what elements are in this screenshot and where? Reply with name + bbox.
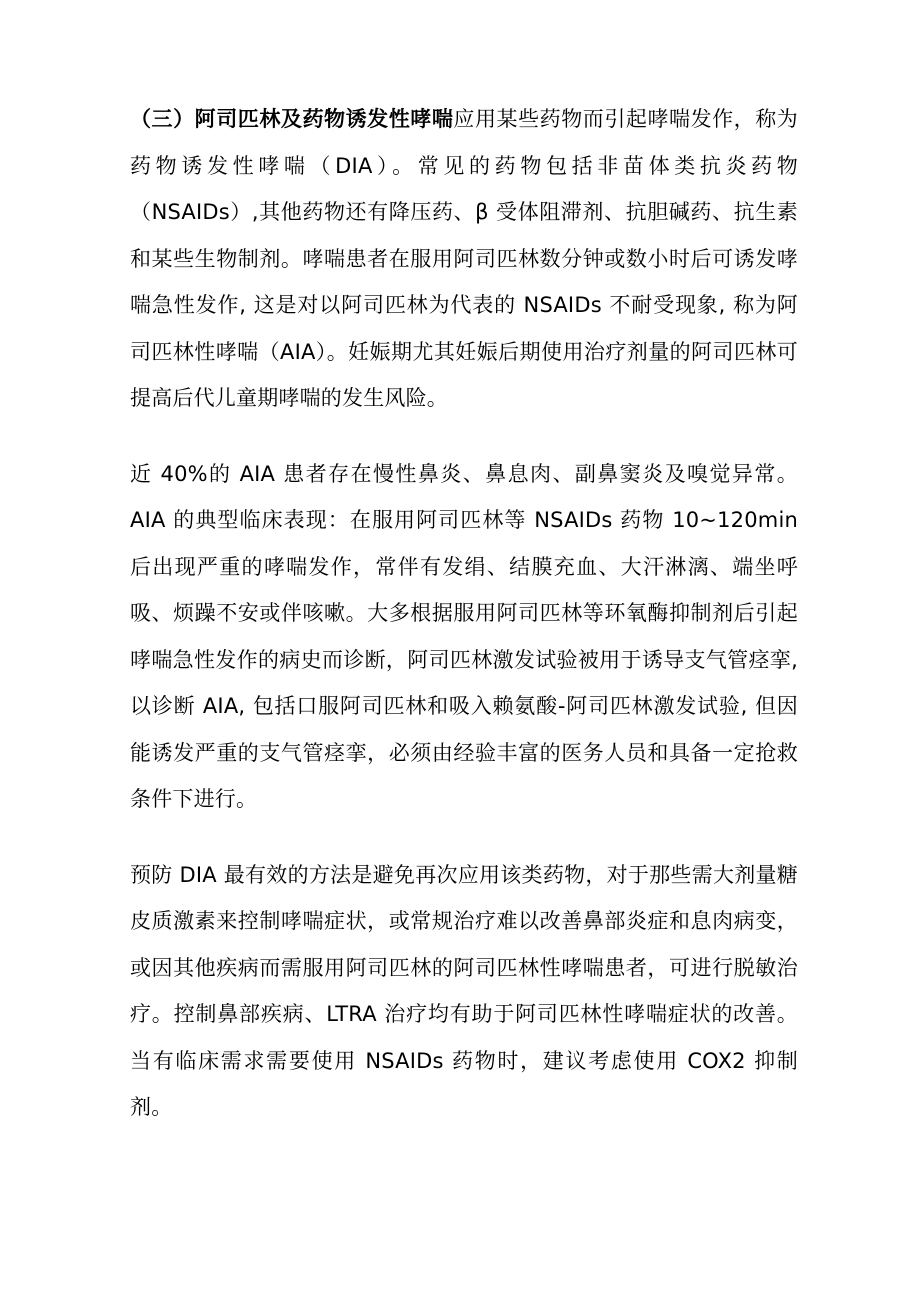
paragraph-text: 近 40%的 AIA 患者存在慢性鼻炎、鼻息肉、副鼻窦炎及嗅觉异常。AIA 的典型临床表现：在服用阿司匹林等 NSAIDs 药物 10~120min 后出现严重的哮喘发作，常伴有发绢、结膜充血、大汗淋漓、端坐呼吸、烦躁不安或伴咳嗽。大多根据服用阿司匹林等环氧酶抑制剂后引起哮喘急性发作的病史而诊断，阿司匹林激发试验被用于诱导支气管痉挛, 以诊断 AIA, 包括口服阿司匹林和吸入赖氨酸-阿司匹林激发试验, 但因能诱发严重的支气管痉挛，必须由经验丰富的医务人员和具备一定抢救条件下进行。 xyxy=(130,461,798,811)
paragraph-prevention xyxy=(130,852,798,1131)
paragraph-text: 预防 DIA 最有效的方法是避免再次应用该类药物，对于那些需大剂量糖皮质激素来控制哮喘症状，或常规治疗难以改善鼻部炎症和息肉病变，或因其他疾病而需服用阿司匹林的阿司匹林性哮喘患者，可进行脱敏治疗。控制鼻部疾病、LTRA 治疗均有助于阿司匹林性哮喘症状的改善。当有临床需求需要使用 NSAIDs 药物时，建议考虑使用 COX2 抑制剂。 xyxy=(130,862,798,1119)
paragraph-text: 应用某些药物而引起哮喘发作，称为药物诱发性哮喘（DIA）。常见的药物包括非苗体类抗炎药物（NSAIDs）,其他药物还有降压药、β 受体阻滞剂、抗胆碱药、抗生素和某些生物制剂。哮喘患者在服用阿司匹林数分钟或数小时后可诱发哮喘急性发作, 这是对以阿司匹林为代表的 NSAIDs 不耐受现象, 称为阿司匹林性哮喘（AIA）。妊娠期尤其妊娠后期使用治疗剂量的阿司匹林可提高后代儿童期哮喘的发生风险。 xyxy=(130,107,799,410)
document-page xyxy=(130,96,798,1131)
section-heading: （三）阿司匹林及药物诱发性哮喘 xyxy=(130,107,454,131)
paragraph-clinical-features xyxy=(130,451,798,823)
paragraph-aspirin-induced-asthma xyxy=(130,96,798,422)
